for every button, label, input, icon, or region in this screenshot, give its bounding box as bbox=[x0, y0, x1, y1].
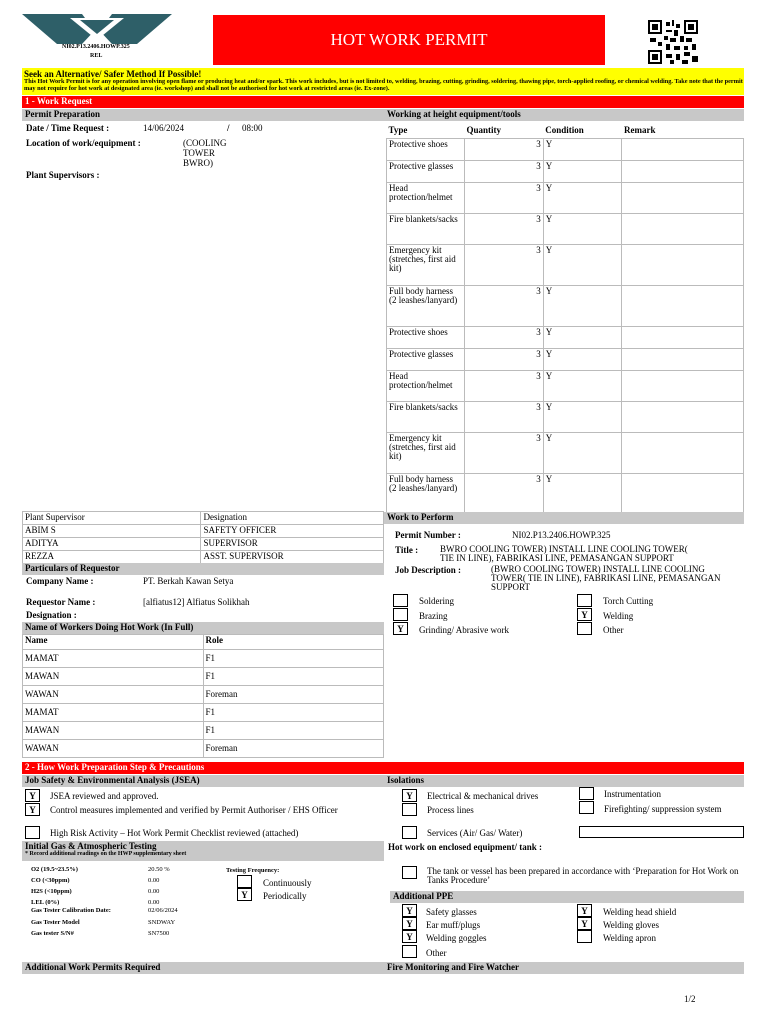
work-title-value: BWRO COOLING TOWER) INSTALL LINE COOLING TOWER( TIE IN LINE), FABRIKASI LINE, PEMASANGAN SUPPORT bbox=[440, 544, 688, 563]
tank-text: The tank or vessel has been prepared in accordance with ‘Preparation for Hot Work on Tanks Procedure’ bbox=[427, 866, 739, 885]
eq-cond-cell: Y bbox=[543, 401, 622, 432]
equipment-row bbox=[387, 213, 744, 244]
torch-cutting-label: Torch Cutting bbox=[603, 596, 654, 606]
equipment-row bbox=[387, 326, 744, 348]
eq-qty-cell: 3 bbox=[464, 213, 543, 244]
o2-value: 20.50 % bbox=[148, 866, 170, 873]
grinding-label: Grinding/ Abrasive work bbox=[419, 625, 509, 635]
eq-remark-cell bbox=[622, 160, 744, 182]
o2-label: O2 (19.5~23.5%) bbox=[31, 866, 78, 873]
eq-header-remark: Remark bbox=[623, 125, 656, 135]
page-number: 1/2 bbox=[684, 994, 696, 1004]
eq-type-cell: Protective glasses bbox=[387, 160, 465, 182]
worker-name-cell: MAMAT bbox=[23, 650, 204, 668]
electrical-label: Electrical & mechanical drives bbox=[427, 791, 539, 801]
eq-type-cell: Protective shoes bbox=[387, 326, 465, 348]
torch-cutting-checkbox[interactable] bbox=[577, 594, 592, 607]
supervisor-designation-cell: ASST. SUPERVISOR bbox=[201, 551, 384, 564]
eq-remark-cell bbox=[622, 182, 744, 213]
co-label: CO (<30ppm) bbox=[31, 877, 70, 884]
eq-remark-cell bbox=[622, 244, 744, 285]
eq-remark-cell bbox=[622, 348, 744, 370]
welding-label: Welding bbox=[603, 611, 634, 621]
alert-heading: Seek an Alternative/ Safer Method If Possible! bbox=[24, 69, 202, 79]
eq-type-cell: Emergency kit (stretches, first aid kit) bbox=[387, 432, 465, 473]
qr-code-icon bbox=[648, 20, 698, 64]
equipment-row bbox=[387, 432, 744, 473]
eq-type-cell: Fire blankets/sacks bbox=[387, 401, 465, 432]
other-ppe-checkbox[interactable] bbox=[402, 945, 417, 958]
eq-remark-cell bbox=[622, 138, 744, 160]
calibration-value: 02/06/2024 bbox=[148, 907, 178, 914]
date-label: Date / Time Request : bbox=[26, 123, 110, 133]
process-lines-checkbox[interactable] bbox=[402, 803, 417, 816]
tank-checkbox[interactable] bbox=[402, 866, 417, 879]
tester-model-value: SNDWAY bbox=[148, 919, 176, 926]
equipment-row bbox=[387, 473, 744, 514]
eq-header-qty: Quantity bbox=[466, 125, 501, 135]
worker-name-cell: WAWAN bbox=[23, 686, 204, 704]
work-bar: Work to Perform bbox=[384, 512, 744, 524]
workers-table bbox=[22, 634, 384, 758]
services-input[interactable] bbox=[579, 826, 744, 838]
equipment-row bbox=[387, 370, 744, 401]
eq-remark-cell bbox=[622, 473, 744, 514]
welding-head-shield-label: Welding head shield bbox=[603, 907, 677, 917]
welding-apron-checkbox[interactable] bbox=[577, 930, 592, 943]
periodically-label: Periodically bbox=[263, 891, 307, 901]
equipment-row bbox=[387, 285, 744, 326]
workers-header-name: Name bbox=[23, 635, 204, 650]
job-description-value: (BWRO COOLING TOWER) INSTALL LINE COOLING TOWER( TIE IN LINE), FABRIKASI LINE, PEMASANGAN SUPPORT bbox=[491, 564, 721, 592]
eq-cond-cell: Y bbox=[543, 244, 622, 285]
continuously-label: Continuously bbox=[263, 878, 312, 888]
work-title-label: Title : bbox=[395, 545, 419, 555]
firefighting-label: Firefighting/ suppression system bbox=[604, 804, 722, 814]
permit-number-value: NI02.P13.2406.HOWP.325 bbox=[512, 530, 611, 540]
eq-cond-cell: Y bbox=[543, 182, 622, 213]
instrumentation-checkbox[interactable] bbox=[579, 787, 594, 800]
sup-header-name: Plant Supervisor bbox=[23, 512, 201, 525]
worker-name-cell: MAMAT bbox=[23, 704, 204, 722]
page-title: HOT WORK PERMIT bbox=[330, 30, 488, 49]
section-1-bar: 1 - Work Request bbox=[22, 96, 744, 108]
supervisor-name-cell: REZZA bbox=[23, 551, 201, 564]
worker-row bbox=[23, 740, 384, 758]
eq-remark-cell bbox=[622, 432, 744, 473]
section-2-bar: 2 - How Work Preparation Step & Precautions bbox=[22, 762, 744, 774]
high-risk-checkbox[interactable] bbox=[25, 826, 40, 839]
high-risk-label: High Risk Activity – Hot Work Permit Checklist reviewed (attached) bbox=[50, 828, 299, 838]
eq-cond-cell: Y bbox=[543, 285, 622, 326]
welding-gloves-label: Welding gloves bbox=[603, 920, 660, 930]
soldering-label: Soldering bbox=[419, 596, 454, 606]
process-lines-label: Process lines bbox=[427, 805, 474, 815]
additional-permits-bar: Additional Work Permits Required bbox=[22, 962, 384, 974]
welding-head-shield-checkbox[interactable]: Y bbox=[577, 904, 592, 917]
gas-bar: Initial Gas & Atmospheric Testing bbox=[22, 841, 384, 861]
testing-frequency-label: Testing Frequency: bbox=[226, 867, 280, 874]
eq-qty-cell: 3 bbox=[464, 432, 543, 473]
tester-sn-value: SN7500 bbox=[148, 930, 170, 937]
instrumentation-label: Instrumentation bbox=[604, 789, 661, 799]
supervisors-table bbox=[22, 511, 384, 564]
worker-name-cell: MAWAN bbox=[23, 722, 204, 740]
doc-rel: REL bbox=[90, 53, 103, 59]
worker-row bbox=[23, 686, 384, 704]
company-logo bbox=[22, 14, 172, 44]
worker-role-cell: F1 bbox=[203, 650, 384, 668]
eq-cond-cell: Y bbox=[543, 160, 622, 182]
equipment-row bbox=[387, 138, 744, 160]
services-checkbox[interactable] bbox=[402, 826, 417, 839]
supervisor-row bbox=[23, 525, 384, 538]
electrical-checkbox[interactable]: Y bbox=[402, 789, 417, 802]
jsea-reviewed-label: JSEA reviewed and approved. bbox=[50, 791, 159, 801]
eq-qty-cell: 3 bbox=[464, 138, 543, 160]
jsea-bar: Job Safety & Environmental Analysis (JSEA) bbox=[22, 775, 384, 787]
other-work-label: Other bbox=[603, 625, 624, 635]
requestor-name-value: [alfiatus12] Alfiatus Solikhah bbox=[143, 597, 250, 607]
worker-role-cell: Foreman bbox=[203, 740, 384, 758]
eq-header-cond: Condition bbox=[545, 125, 584, 135]
eq-type-cell: Protective glasses bbox=[387, 348, 465, 370]
equipment-row bbox=[387, 182, 744, 213]
workers-header-role: Role bbox=[203, 635, 384, 650]
ear-muff-label: Ear muff/plugs bbox=[426, 920, 481, 930]
eq-qty-cell: 3 bbox=[464, 370, 543, 401]
time-value: 08:00 bbox=[242, 123, 263, 133]
alert-text: This Hot Work Permit is for any operation involving open flame or producing heat and/or spark. This work includes, but is not limited to, welding, brazing, cutting, grinding, soldering, thawing pipe, torch-applied roofing, or chemical welding. Take note that the permit may not require for hot work at designated area (ie. workshop) and shall not be authorised for hot work at restricted areas (ie. Ex-zone). bbox=[24, 78, 743, 92]
brazing-checkbox[interactable] bbox=[393, 608, 408, 621]
supervisor-designation-cell: SUPERVISOR bbox=[201, 538, 384, 551]
welding-goggles-label: Welding goggles bbox=[426, 933, 487, 943]
requestor-name-label: Requestor Name : bbox=[26, 597, 96, 607]
control-measures-checkbox[interactable]: Y bbox=[25, 803, 40, 816]
worker-row bbox=[23, 722, 384, 740]
safety-glasses-checkbox[interactable]: Y bbox=[402, 904, 417, 917]
eq-qty-cell: 3 bbox=[464, 348, 543, 370]
eq-cond-cell: Y bbox=[543, 473, 622, 514]
tank-title: Hot work on enclosed equipment/ tank : bbox=[388, 842, 543, 852]
safety-glasses-label: Safety glasses bbox=[426, 907, 477, 917]
grinding-checkbox[interactable]: Y bbox=[393, 622, 408, 635]
location-value: (COOLING TOWER BWRO) bbox=[183, 138, 227, 168]
eq-qty-cell: 3 bbox=[464, 326, 543, 348]
eq-qty-cell: 3 bbox=[464, 473, 543, 514]
periodically-checkbox[interactable]: Y bbox=[237, 888, 252, 901]
eq-qty-cell: 3 bbox=[464, 182, 543, 213]
lel-value: 0.00 bbox=[148, 899, 160, 906]
ear-muff-checkbox[interactable]: Y bbox=[402, 917, 417, 930]
control-measures-label: Control measures implemented and verified by Permit Authoriser / EHS Officer bbox=[50, 805, 338, 815]
eq-cond-cell: Y bbox=[543, 432, 622, 473]
eq-type-cell: Protective shoes bbox=[387, 138, 465, 160]
worker-role-cell: F1 bbox=[203, 668, 384, 686]
welding-goggles-checkbox[interactable]: Y bbox=[402, 930, 417, 943]
calibration-label: Gas Tester Calibration Date: bbox=[31, 907, 111, 914]
job-description-label: Job Description : bbox=[395, 565, 461, 575]
other-work-checkbox[interactable] bbox=[577, 622, 592, 635]
eq-qty-cell: 3 bbox=[464, 244, 543, 285]
gas-note: * Record additional readings on the HWP supplementary sheet bbox=[25, 851, 187, 857]
permit-number-label: Permit Number : bbox=[395, 530, 461, 540]
supervisor-row bbox=[23, 551, 384, 564]
eq-header-type: Type bbox=[388, 125, 408, 135]
eq-remark-cell bbox=[622, 213, 744, 244]
worker-row bbox=[23, 704, 384, 722]
requestor-bar: Particulars of Requestor bbox=[22, 563, 384, 575]
fire-monitoring-bar: Fire Monitoring and Fire Watcher bbox=[384, 962, 744, 974]
isolations-bar: Isolations bbox=[384, 775, 744, 787]
equipment-row bbox=[387, 244, 744, 285]
eq-remark-cell bbox=[622, 326, 744, 348]
welding-apron-label: Welding apron bbox=[603, 933, 657, 943]
other-ppe-label: Other bbox=[426, 948, 447, 958]
supervisor-row bbox=[23, 538, 384, 551]
firefighting-checkbox[interactable] bbox=[579, 801, 594, 814]
eq-type-cell: Full body harness (2 leashes/lanyard) bbox=[387, 473, 465, 514]
eq-qty-cell: 3 bbox=[464, 285, 543, 326]
services-label: Services (Air/ Gas/ Water) bbox=[427, 828, 523, 838]
designation-label: Designation : bbox=[26, 610, 77, 620]
eq-type-cell: Head protection/helmet bbox=[387, 370, 465, 401]
company-value: PT. Berkah Kawan Setya bbox=[143, 576, 234, 586]
eq-remark-cell bbox=[622, 370, 744, 401]
eq-cond-cell: Y bbox=[543, 138, 622, 160]
permit-prep-bar: Permit Preparation bbox=[22, 109, 384, 121]
eq-type-cell: Full body harness (2 leashes/lanyard) bbox=[387, 285, 465, 326]
eq-cond-cell: Y bbox=[543, 213, 622, 244]
plant-supervisors-label: Plant Supervisors : bbox=[26, 170, 100, 180]
eq-cond-cell: Y bbox=[543, 326, 622, 348]
eq-type-cell: Head protection/helmet bbox=[387, 182, 465, 213]
supervisor-name-cell: ABIM S bbox=[23, 525, 201, 538]
lel-label: LEL (0%) bbox=[31, 899, 60, 906]
tester-sn-label: Gas tester S/N# bbox=[31, 930, 74, 937]
sup-header-designation: Designation bbox=[201, 512, 384, 525]
soldering-checkbox[interactable] bbox=[393, 594, 408, 607]
worker-name-cell: MAWAN bbox=[23, 668, 204, 686]
eq-type-cell: Emergency kit (stretches, first aid kit) bbox=[387, 244, 465, 285]
worker-role-cell: Foreman bbox=[203, 686, 384, 704]
equipment-bar: Working at height equipment/tools bbox=[384, 109, 744, 121]
worker-role-cell: F1 bbox=[203, 722, 384, 740]
workers-bar: Name of Workers Doing Hot Work (In Full) bbox=[22, 622, 384, 634]
jsea-reviewed-checkbox[interactable]: Y bbox=[25, 789, 40, 802]
eq-qty-cell: 3 bbox=[464, 401, 543, 432]
date-value: 14/06/2024 bbox=[143, 123, 185, 133]
brazing-label: Brazing bbox=[419, 611, 448, 621]
continuously-checkbox[interactable] bbox=[237, 875, 252, 888]
worker-name-cell: WAWAN bbox=[23, 740, 204, 758]
worker-row bbox=[23, 668, 384, 686]
welding-checkbox[interactable]: Y bbox=[577, 608, 592, 621]
eq-cond-cell: Y bbox=[543, 348, 622, 370]
equipment-row bbox=[387, 401, 744, 432]
co-value: 0.00 bbox=[148, 877, 160, 884]
equipment-row bbox=[387, 348, 744, 370]
eq-cond-cell: Y bbox=[543, 370, 622, 401]
supervisor-designation-cell: SAFETY OFFICER bbox=[201, 525, 384, 538]
worker-row bbox=[23, 650, 384, 668]
equipment-row bbox=[387, 160, 744, 182]
worker-role-cell: F1 bbox=[203, 704, 384, 722]
eq-remark-cell bbox=[622, 285, 744, 326]
doc-code: NI02.P13.2406.HOWP.325 bbox=[62, 44, 130, 50]
tester-model-label: Gas Tester Model bbox=[31, 919, 80, 926]
eq-qty-cell: 3 bbox=[464, 160, 543, 182]
equipment-table bbox=[386, 125, 744, 515]
location-label: Location of work/equipment : bbox=[26, 138, 141, 148]
eq-type-cell: Fire blankets/sacks bbox=[387, 213, 465, 244]
welding-gloves-checkbox[interactable]: Y bbox=[577, 917, 592, 930]
supervisor-name-cell: ADITYA bbox=[23, 538, 201, 551]
ppe-bar: Additional PPE bbox=[390, 891, 744, 903]
date-time-separator: / bbox=[227, 123, 230, 133]
h2s-label: H2S (<10ppm) bbox=[31, 888, 72, 895]
h2s-value: 0.00 bbox=[148, 888, 160, 895]
eq-remark-cell bbox=[622, 401, 744, 432]
company-label: Company Name : bbox=[26, 576, 94, 586]
